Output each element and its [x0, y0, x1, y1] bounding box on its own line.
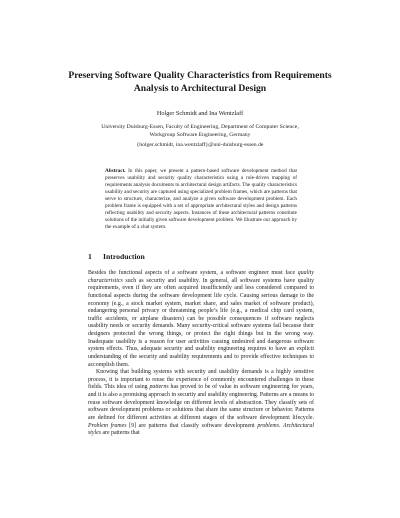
- emphasis-term: Problem frames: [88, 422, 127, 429]
- abstract: [105, 168, 297, 231]
- emphasis-term: patterns: [149, 384, 169, 391]
- emphasis-term: problems: [257, 422, 279, 429]
- text-run: Knowing that building systems with security and usability demands is a highly sensitive process, it is important to reuse the experience of commonly encountered challenges in these fields. This idea of using: [88, 369, 314, 391]
- introduction-body: [88, 270, 314, 438]
- paper-title: Preserving Software Quality Characteristics from Requirements Analysis to Architectural Design: [68, 70, 332, 94]
- affiliation-line-2: Workgroup Software Engineering, Germany: [149, 131, 251, 138]
- author-email: {holger.schmidt, ina.wentzlaff}@uni-duisburg-essen.de: [136, 142, 264, 149]
- author-list: Holger Schmidt and Ina Wentzlaff: [156, 110, 244, 117]
- affiliation-line-1: University Duisburg-Essen, Faculty of Engineering, Department of Computer Science,: [101, 124, 299, 130]
- affiliation-block: [60, 124, 340, 150]
- abstract-text: In this paper, we present a pattern-based software development method that preserves usability and security quality characteristics using a role-driven mapping of requirements analysis documents to architectural design artifacts. The quality characteristics usability and security are captured using specialized problem frames, which are patterns that serve to structure, characterize, and analyze a given software development problem. Each problem frame is equipped with a set of appropriate architectural styles and design patterns reflecting usability and security aspects. Instances of these architectural patterns constitute solutions of the initially given software development problem. We illustrate our approach by the example of a chat system.: [105, 168, 298, 230]
- text-run: .: [278, 422, 284, 429]
- emphasis-term: Architectural styles: [88, 422, 314, 437]
- text-run: are patterns that: [100, 430, 140, 437]
- section-number: 1: [88, 252, 92, 261]
- text-run: has proved to be of value in software engineering for years, and it is also a promising approach in security and usability engineering. Patterns are a means to reuse software development knowledge on different levels of abstraction. They classify sets of software development problems or solutions that share the same structure or behavior. Patterns are defined for different activities at different stages of the software development lifecycle.: [88, 384, 315, 421]
- paragraph-2: [88, 369, 314, 438]
- text-run: such as security and usability. In general, all software systems have quality requirements, even if they are often acquired insufficiently and less considered compared to functional aspects during the software development life cycle. Causing serious damage to the economy (e.g., a stock market system, market share, and sales market of software product), endangering personal privacy or threatening people’s life (e.g., a medical chip card system, traffic accidents, or airplane disasters) can be possible consequences if software neglects usability needs or security demands. Many security-critical software systems fail because their designers protected the wrong things, or protect the right things but in the wrong way. Inadequate usability is a reason for user activities causing undesired and dangerous software system effects. Thus, adequate security and usability engineering requires to have an explicit understanding of the security and usability requirements and to provide effective techniques to accomplish them.: [88, 277, 314, 368]
- section-title: Introduction: [103, 252, 145, 261]
- emphasis-term: quality characteristics: [88, 270, 314, 284]
- paragraph-1: [88, 270, 314, 369]
- abstract-label: Abstract.: [105, 168, 126, 174]
- section-heading: [88, 252, 318, 262]
- text-run: Besides the functional aspects of a software system, a software engineer must face: [88, 270, 298, 276]
- text-run: [9] are patterns that classify software development: [126, 422, 258, 429]
